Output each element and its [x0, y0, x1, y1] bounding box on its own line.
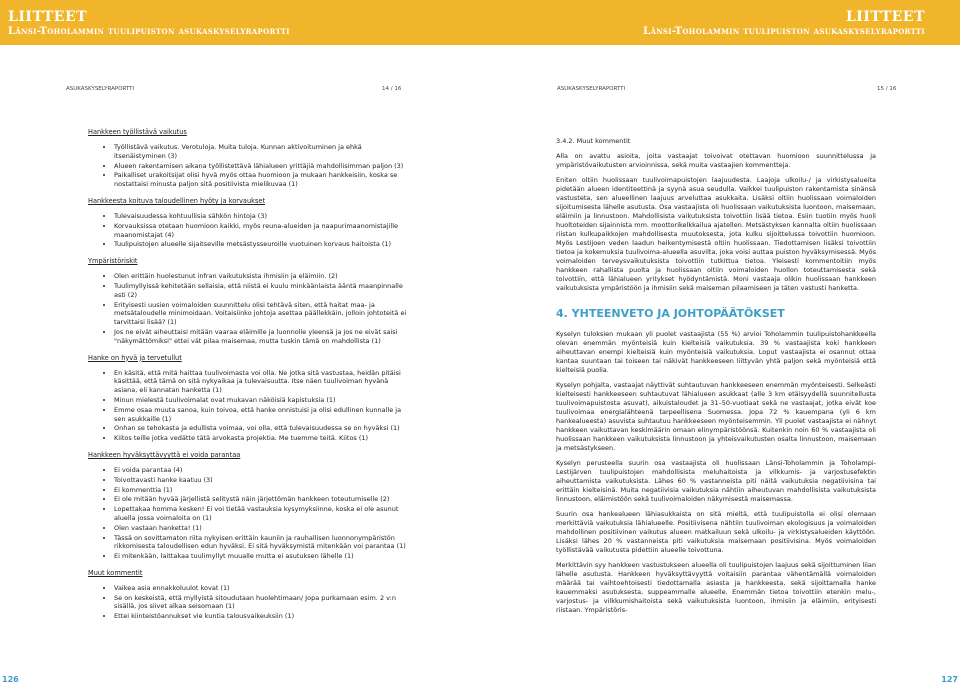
- list-item: • Alueen rakentamisen aikana työllistettävä lähialueen yrittäjiä mahdollisimman paljon (3): [114, 162, 408, 171]
- header-right: [643, 10, 925, 38]
- bullet-list: [88, 369, 408, 443]
- list-item: • Jos ne eivät aiheuttaisi mitään vaaraa eläimille ja luonnolle yleensä ja jos ne eivät saisi "näkymättömiksi" ettei vät pilaa maisemaa, mutta tuskin tämä on mahdollista (1): [114, 328, 408, 346]
- running-head-left-page: 14 / 16: [382, 86, 402, 92]
- bullet-list: [88, 272, 408, 345]
- intro-paragraphs: [556, 152, 876, 293]
- footer-left: [0, 675, 460, 687]
- paragraph: Kyselyn pohjalta, vastaajat näyttivät suhtautuvan hankkeeseen enemmän myönteisesti. Selkeästi kielteisesti hankkeeseen suhtautuvat lähialueen asukkaat (alle 3 km etäisyydellä suunnitellusta tuulivoimapuistosta asuvat), aikuistaloudet ja 31–50-vuotiaat sekä ne vastaajat, jotka eivät koe tuulivoimaa energialähteenä tarpeellisena Suomessa. Jopa 72 % kauempana (yli 6 km hankealueesta) asuvista suhtautuu hankkeeseen myönteisemmin. Yli puolet vastaajista ei nähnyt hankkeen vaikuttavan keskimäärin omaan elinympäristöönsä. Kuitenkin noin 60 % vastaajista oli huolissaan hankkeen vaikutuksista linnustoon ja yhteisvaikutusten osalta linnustoon, maisemaan ja metsästykseen.: [556, 381, 876, 452]
- header-bar: [0, 0, 960, 45]
- header-left: [8, 10, 290, 38]
- paragraph: Suurin osa hankealueen lähiasukkaista on sitä mieltä, että tuulipuistolla ei olisi olemaan merkittäviä vaikutuksia lähialueelle. Positiivisena nähtiin tuulivoiman ekologisuus ja voimaloiden mahdollinen positiivinen vaikutus alueen matkailuun sekä ulkoilu- ja virkistysalueiden käyttöön. Lisäksi lähes 20 % vastanneista piti vaikutuksia maisemaan positiivisina. Myös voimaloiden työllistävää vaikutusta pidettiin alueelle toivottuna.: [556, 510, 876, 554]
- list-item: • Se on keskeistä, että myllyistä sitoudutaan huolehtimaan/ Jopa purkamaan esim. 2 v:n sisällä, jos siivet alkaa seisomaan (1): [114, 594, 408, 612]
- body-paragraphs: [556, 330, 876, 615]
- list-item: • Paikalliset urakoitsijat olisi hyvä myös ottaa huomioon ja mukaan hankkeisiin, koska se nostattaisi minusta paljon sitä positiivista mielikuvaa (1): [114, 171, 408, 189]
- running-head-left-label: ASUKASKYSELYRAPORTTI: [66, 86, 135, 92]
- left-column: [88, 128, 408, 629]
- page-number-left: 126: [2, 675, 19, 684]
- list-item: • En käsitä, että mitä haittaa tuulivoimasta voi olla. Ne jotka sitä vastustaa, heidän pitäisi käsittää, että tämä on sitä nykyaikaa ja tulevaisuutta. Itse näen tuulivoiman hyvänä asiana, eli kannatan hanketta (1): [114, 369, 408, 395]
- list-item: • Tulevaisuudessa kohtuullisia sähkön hintoja (3): [114, 212, 408, 221]
- section-heading: Muut kommentit: [88, 568, 143, 577]
- section-heading: Hankkeen työllistävä vaikutus: [88, 128, 187, 136]
- list-item: • Kiitos teille jotka vedätte tätä arvokasta projektia. Me tuemme teitä. Kiitos (1): [114, 434, 408, 443]
- list-item: • Työllistävä vaikutus. Verotuloja. Muita tuloja. Kunnan aktivoituminen ja ehkä itsenäistyminen (3): [114, 143, 408, 161]
- page-number-right: 127: [941, 675, 958, 684]
- list-item: • Ei voida parantaa (4): [114, 466, 408, 475]
- list-item: • Olen erittäin huolestunut infran vaikutuksista ihmisiin ja eläimiin. (2): [114, 272, 408, 281]
- section-heading: Hankkeesta koituva taloudellinen hyöty ja korvaukset: [88, 196, 266, 205]
- paragraph: Alla on avattu asioita, joita vastaajat toivoivat otettavan huomioon suunnittelussa ja ympäristövaikutusten arvioinnissa, sekä muita vastaajien kommentteja.: [556, 152, 876, 169]
- list-item: • Tässä on sovittamaton riita nykyisen erittäin kauniin ja rauhallisen luonnonympäristön rikkomisesta taloudellisen edun hyväksi. Ei sitä hyväksymistä mitenkään voi parantaa (1): [114, 534, 408, 552]
- footer-right: [500, 675, 960, 687]
- paragraph: Kyselyn perusteella suurin osa vastaajista oli huolissaan Länsi-Toholammin ja Toholampi-Lestijärven tuulipuistojen mahdollisista meluhaitoista ja vilkkumis- ja varjostusefektin aiheuttamista vaikutuksista. Lähes 60 % vastanneista piti näitä vaikutuksia negatiivisina tai erittäin kielteisinä. Muita negatiivisia vaikutuksia nähtiin aiheutuvan mahdollisista vaikutuksista linnustoon, eläimistöön sekä tuulivoimaloiden näkymisestä maisemassa.: [556, 459, 876, 503]
- header-right-title: LIITTEET: [845, 9, 925, 25]
- section-heading: Ympäristöriskit: [88, 257, 138, 266]
- bullet-list: [88, 466, 408, 561]
- list-item: • Emme osaa muuta sanoa, kuin toivoa, että hanke onnistuisi ja olisi edullinen kunnalle ja sen asukkaille (1): [114, 406, 408, 424]
- section-heading: Hanke on hyvä ja tervetullut: [88, 353, 182, 362]
- section-heading: Hankkeen hyväksyttävyyttä ei voida parantaa: [88, 450, 241, 459]
- bullet-list: [88, 584, 408, 621]
- subsection-heading: 3.4.2. Muut kommentit: [556, 137, 631, 145]
- right-column: [556, 137, 876, 621]
- paragraph: Eniten oltiin huolissaan tuulivoimapuistojen laajuudesta. Laajoja ulkoilu-/ ja virkistysalueita pidetään alueen identiteettinä ja syynä asua seudulla. Vaikkei tuulipuiston rakentamista sinänsä vastusteta, sen alueellinen laajuus arveluttaa asukkaita. Lisäksi oltiin huolissaan voimaloiden sijoitumisesta lähelle asutusta. Osa vastaajista oli huolissaan vaikutuksista luontoon, maisemaan, eläimiin ja linnustoon. Mahdollisista vaikutuksista toivottiin lisää tietoa. Esiin tuotiin myös huoli huoltoteiden sijainnista mm. moottorikelkkailua ajatellen. Metsästyksen kannalta oltiin huolissaan riistan kulkupaikkojen mahdollisesta muutoksesta, jota kulku sijoittelussa toivottiin huomioon. Myös Lestijoen veden laadun heikentymisestä oltiin huolissaan. Tiedottamisen lisäksi toivottiin tietoa ja kokemuksia tuulivoima-alueella asuvilta, joka voisi auttaa puiston hyväksymisessä. Myös voimaloiden terveysvaikutuksista toivottiin tutkittua tietoa. Yleisesti kommentoitiin myös hankkeen rahallista puolta ja huolissaan oltiin voimaloiden huollon toteuttamisesta sekä toivottiin, että lähialueen yritykset hyödyntämistä. Moni vastaaja olikin huolissaan hankkeen vaikutuksista ympäristöön ja ihmisiin sekä maiseman pilaamiseen ja täten vastusti hanketta.: [556, 176, 876, 292]
- list-item: • Erityisesti uusien voimaloiden suunnittelu olisi tehtävä siten, että haitat maa- ja metsätaloudelle minimoidaan. Voitaisiinko johtoja asettaa päällekkäin, jolloin johtoteitä ei tarvittaisi lisää? (1): [114, 301, 408, 327]
- running-head-right-label: ASUKASKYSELYRAPORTTI: [557, 86, 626, 92]
- paragraph: Kyselyn tuloksien mukaan yli puolet vastaajista (55 %) arvioi Toholammin tuulipuistohankkeella olevan enemmän myönteisiä kuin kielteisiä vaikutuksia. 39 % vastaajista koki hankkeen aiheuttavan enempi kielteisiä kuin myönteisiä vaikutuksia. Loput vastaajista ei osannut ottaa kantaa suuntaan tai toiseen tai näkivät hankkeeseen liittyvän yhtä paljon sekä myönteisiä että kielteisiä puolia.: [556, 330, 876, 374]
- header-left-subtitle: Länsi-Toholammin tuulipuiston asukaskyselyraportti: [8, 26, 290, 37]
- list-item: • Tuulipuistojen alueelle sijaitseville metsästysseuroille vuotuinen korvaus haitoista (1): [114, 240, 408, 249]
- list-item: • Olen vastaan hanketta! (1): [114, 524, 408, 533]
- header-left-title: LIITTEET: [8, 9, 88, 25]
- bullet-list: [88, 143, 408, 189]
- paragraph: Merkittävin syy hankkeen vastustukseen alueella oli tuulipuistojen laajuus sekä sijoittuminen liian lähelle asutusta. Hankkeen hyväksyttävyyttä voitaisiin parantaa vähentämällä voimaloiden määrää tai vaihtoehtoisesti tiedottamalla asiasta ja hankkeesta, sekä sijoittamalla hanke kauemmaksi asutuksesta, suppeammalle alueelle. Enemmän tietoa toivottiin etenkin melu-, varjostus- ja vilkkumishaitoista sekä vaikutuksista luontoon, ihmisiin ja eläimiin, erityisesti riistaan. Ympäristöris-: [556, 561, 876, 614]
- list-item: • Ei mitenkään, laittakaa tuulimyllyt muualle mutta ei asutuksen lähelle (1): [114, 552, 408, 561]
- list-item: • Ei kommenttia (1): [114, 486, 408, 495]
- list-item: • Lopettakaa homma kesken! Ei voi tietää vastauksia kysymyksiinne, koska ei ole asunut aluella jossa voimaloita on (1): [114, 505, 408, 523]
- list-item: • Tuulimyllyissä kehitetään sellaisia, että niistä ei kuulu minkäänlaista ääntä maanpinnalle asti (2): [114, 282, 408, 300]
- header-right-subtitle: Länsi-Toholammin tuulipuiston asukaskyselyraportti: [643, 26, 925, 37]
- running-head-right-page: 15 / 16: [877, 86, 897, 92]
- list-item: • Ei ole mitään hyvää järjellistä selitystä näin järjettömän hankkeen toteutumiselle (2): [114, 495, 408, 504]
- list-item: • Vaikea asia ennakkoluulot kovat (1): [114, 584, 408, 593]
- list-item: • Minun mielestä tuulivoimalat ovat mukavan näköisiä kapistuksia (1): [114, 396, 408, 405]
- list-item: • Ettei kiinteistöannukset vie kuntia talousvaikeuksiin (1): [114, 612, 408, 621]
- section-heading: 4. YHTEENVETO JA JOHTOPÄÄTÖKSET: [556, 307, 785, 320]
- list-item: • Onhan se tehokasta ja edullista voimaa, voi olla, että tulevaisuudessa se on hyväksi (1): [114, 424, 408, 433]
- list-item: • Toivottavasti hanke kaatuu (3): [114, 476, 408, 485]
- bullet-list: [88, 212, 408, 249]
- list-item: • Korvauksissa otetaan huomioon kaikki, myös reuna-alueiden ja naapurimaanomistajille maanomistajat (4): [114, 222, 408, 240]
